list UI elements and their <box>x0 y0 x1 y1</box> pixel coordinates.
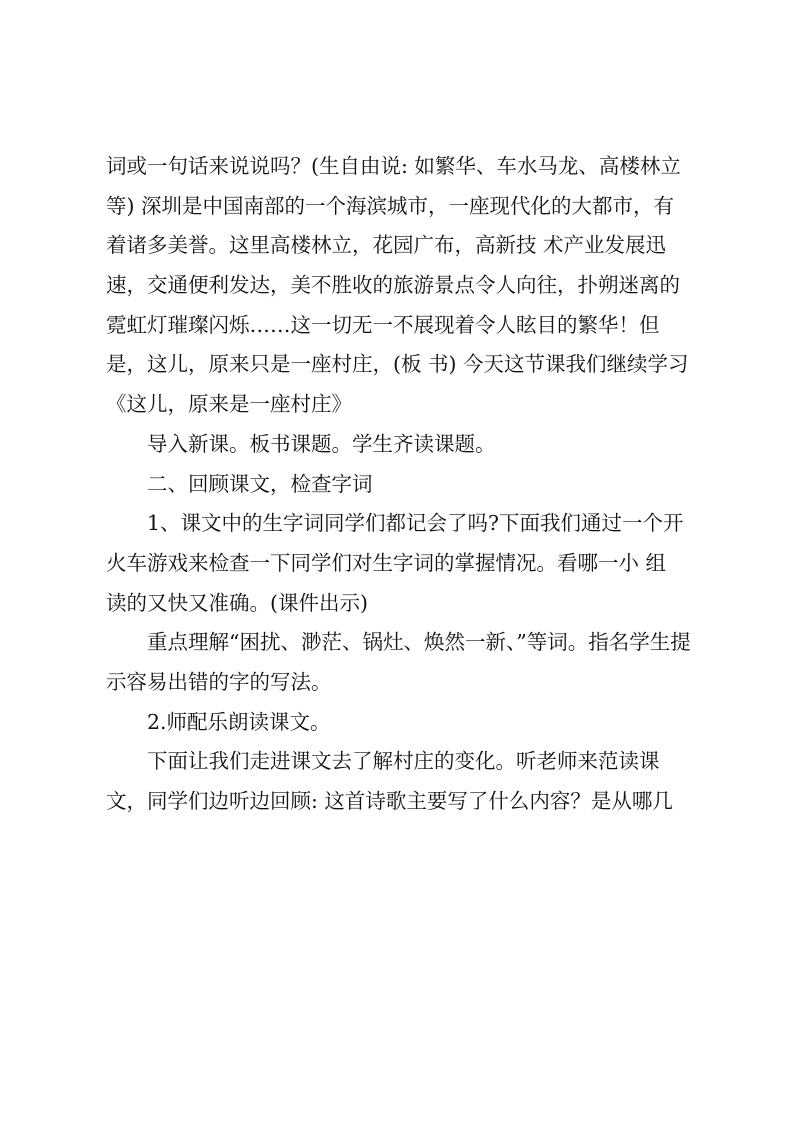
text-line-5: 霓虹灯璀璨闪烁……这一切无一不展现着令人眩目的繁华！但 <box>106 312 660 337</box>
text-line-13: 重点理解“困扰、渺茫、锅灶、焕然一新、”等词。指名学生提 <box>147 630 691 655</box>
document-body <box>106 147 696 822</box>
text-line-11: 火车游戏来检查一下同学们对生字词的掌握情况。看哪一小 组 <box>106 550 667 575</box>
text-line-10: 1、课文中的生字词同学们都记会了吗?下面我们通过一个开 <box>147 511 684 536</box>
paragraph-intro-new-lesson: 导入新课。板书课题。学生齐读课题。 <box>147 431 496 456</box>
text-line-6: 是，这儿，原来只是一座村庄，(板 书) 今天这节课我们继续学习 <box>106 352 689 377</box>
text-line-17: 文，同学们边听边回顾: 这首诗歌主要写了什么内容？是从哪几 <box>106 789 673 813</box>
text-line-1: 词或一句话来说说吗？(生自由说: 如繁华、车水马龙、高楼林立 <box>106 154 681 178</box>
text-line-16: 下面让我们走进课文去了解村庄的变化。听老师来范读课 <box>147 749 660 774</box>
text-line-4: 速，交通便利发达，美不胜收的旅游景点令人向往，扑朔迷离的 <box>106 273 680 298</box>
section-heading-review: 二、回顾课文，检查字词 <box>147 471 373 496</box>
text-line-3: 着诸多美誉。这里高楼林立，花园广布，高新技 术产业发展迅 <box>106 233 667 258</box>
text-line-12: 读的又快又准确。(课件出示) <box>106 590 368 615</box>
text-line-15: 2.师配乐朗读课文。 <box>147 709 331 734</box>
text-line-2: 等) 深圳是中国南部的一个海滨城市，一座现代化的大都市，有 <box>106 193 675 218</box>
text-line-7: 《这儿，原来是一座村庄》 <box>106 392 352 417</box>
text-line-14: 示容易出错的字的写法。 <box>106 669 332 694</box>
